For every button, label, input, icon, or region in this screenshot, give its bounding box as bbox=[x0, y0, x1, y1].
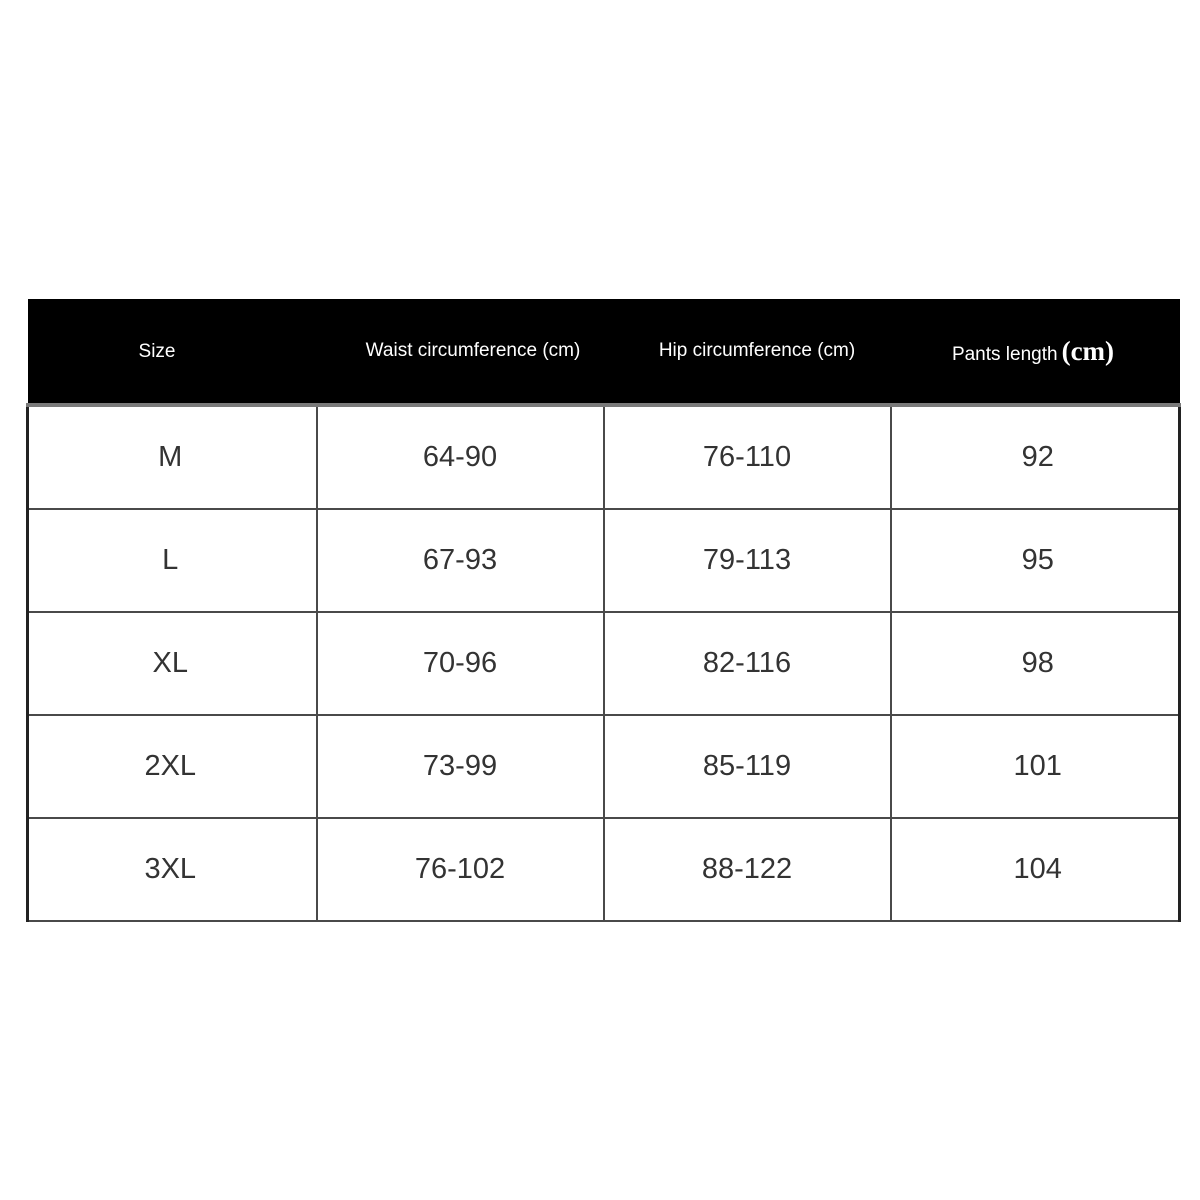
table-row bbox=[28, 612, 1180, 715]
header-size-label: Size bbox=[138, 341, 176, 362]
header-pants-wrap bbox=[952, 336, 1114, 367]
table-row bbox=[28, 818, 1180, 921]
header-waist bbox=[317, 299, 604, 405]
cell-size: 3XL bbox=[28, 818, 317, 921]
cell-hip: 79-113 bbox=[604, 509, 891, 612]
table-header bbox=[28, 299, 1180, 405]
table-row bbox=[28, 509, 1180, 612]
header-pants-label: Pants length bbox=[951, 343, 1058, 365]
header-hip bbox=[604, 299, 891, 405]
cell-pants-length: 101 bbox=[891, 715, 1180, 818]
cell-waist: 67-93 bbox=[317, 509, 604, 612]
cell-hip: 88-122 bbox=[604, 818, 891, 921]
cell-size: M bbox=[28, 405, 317, 509]
cell-waist: 76-102 bbox=[317, 818, 604, 921]
header-row bbox=[28, 299, 1180, 405]
table-row bbox=[28, 715, 1180, 818]
cell-hip: 82-116 bbox=[604, 612, 891, 715]
header-pants-unit: (cm) bbox=[1061, 335, 1115, 366]
cell-pants-length: 95 bbox=[891, 509, 1180, 612]
cell-waist: 64-90 bbox=[317, 405, 604, 509]
cell-pants-length: 92 bbox=[891, 405, 1180, 509]
cell-pants-length: 104 bbox=[891, 818, 1180, 921]
cell-hip: 76-110 bbox=[604, 405, 891, 509]
header-size bbox=[28, 299, 317, 405]
header-waist-label: Waist circumference (cm) bbox=[365, 340, 581, 361]
cell-size: L bbox=[28, 509, 317, 612]
cell-hip: 85-119 bbox=[604, 715, 891, 818]
cell-size: 2XL bbox=[28, 715, 317, 818]
header-pants-length bbox=[891, 299, 1180, 405]
header-hip-label: Hip circumference (cm) bbox=[658, 340, 856, 361]
table-row bbox=[28, 405, 1180, 509]
table-body bbox=[28, 405, 1180, 921]
cell-pants-length: 98 bbox=[891, 612, 1180, 715]
cell-waist: 70-96 bbox=[317, 612, 604, 715]
cell-waist: 73-99 bbox=[317, 715, 604, 818]
size-chart-table bbox=[26, 299, 1181, 922]
cell-size: XL bbox=[28, 612, 317, 715]
